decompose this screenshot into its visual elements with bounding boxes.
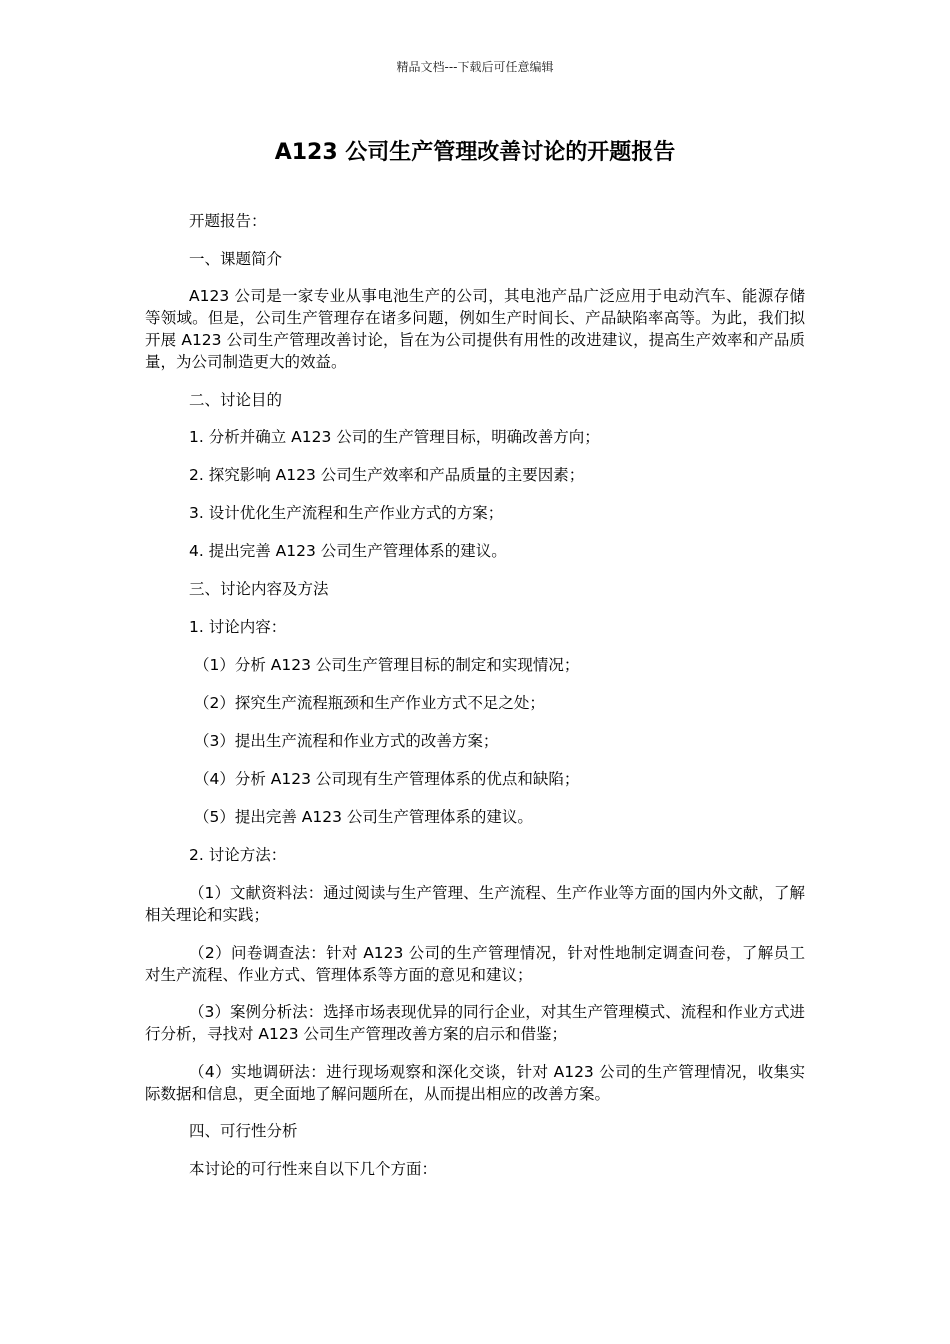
method-item-3: （3）案例分析法：选择市场表现优异的同行企业，对其生产管理模式、流程和作业方式进行分析，寻找对 A123 公司生产管理改善方案的启示和借鉴； xyxy=(145,1003,805,1043)
content-item-3: （3）提出生产流程和作业方式的改善方案； xyxy=(194,732,499,750)
subheading-method: 2. 讨论方法： xyxy=(189,846,287,864)
purpose-item-4: 4. 提出完善 A123 公司生产管理体系的建议。 xyxy=(189,542,507,560)
paragraph-report-label: 开题报告： xyxy=(189,212,267,230)
paragraph-intro: A123 公司是一家专业从事电池生产的公司，其电池产品广泛应用于电动汽车、能源存储等领域。但是，公司生产管理存在诸多问题，例如生产时间长、产品缺陷率高等。为此，我们拟开展 A123 公司生产管理改善讨论，旨在为公司提供有用性的改进建议，提高生产效率和产品质量，为公司制造更大的效益。 xyxy=(145,287,805,371)
method-item-4: （4）实地调研法：进行现场观察和深化交谈，针对 A123 公司的生产管理情况，收集实际数据和信息，更全面地了解问题所在，从而提出相应的改善方案。 xyxy=(145,1062,805,1103)
purpose-item-2: 2. 探究影响 A123 公司生产效率和产品质量的主要因素； xyxy=(189,466,585,484)
document-title: A123 公司生产管理改善讨论的开题报告 xyxy=(274,140,676,165)
content-item-2: （2）探究生产流程瓶颈和生产作业方式不足之处； xyxy=(194,694,545,712)
paragraph-feasibility: 本讨论的可行性来自以下几个方面： xyxy=(189,1159,438,1178)
method-item-1: （1）文献资料法：通过阅读与生产管理、生产流程、生产作业等方面的国内外文献，了解相关理论和实践； xyxy=(145,884,805,924)
page-header: 精品文档---下载后可任意编辑 xyxy=(396,60,554,74)
section-heading-content-method: 三、讨论内容及方法 xyxy=(189,580,329,598)
section-heading-intro: 一、课题简介 xyxy=(189,249,283,268)
document-body xyxy=(145,210,805,1195)
content-item-1: （1）分析 A123 公司生产管理目标的制定和实现情况； xyxy=(194,656,580,674)
content-item-5: （5）提出完善 A123 公司生产管理体系的建议。 xyxy=(194,808,533,826)
method-item-2: （2）问卷调查法：针对 A123 公司的生产管理情况，针对性地制定调查问卷，了解员工对生产流程、作业方式、管理体系等方面的意见和建议； xyxy=(145,943,805,984)
section-heading-purpose: 二、讨论目的 xyxy=(189,390,283,409)
subheading-content: 1. 讨论内容： xyxy=(189,618,287,636)
purpose-item-1: 1. 分析并确立 A123 公司的生产管理目标，明确改善方向； xyxy=(189,428,600,446)
section-heading-feasibility: 四、可行性分析 xyxy=(189,1122,298,1140)
content-item-4: （4）分析 A123 公司现有生产管理体系的优点和缺陷； xyxy=(194,770,580,788)
purpose-item-3: 3. 设计优化生产流程和生产作业方式的方案； xyxy=(189,504,504,522)
